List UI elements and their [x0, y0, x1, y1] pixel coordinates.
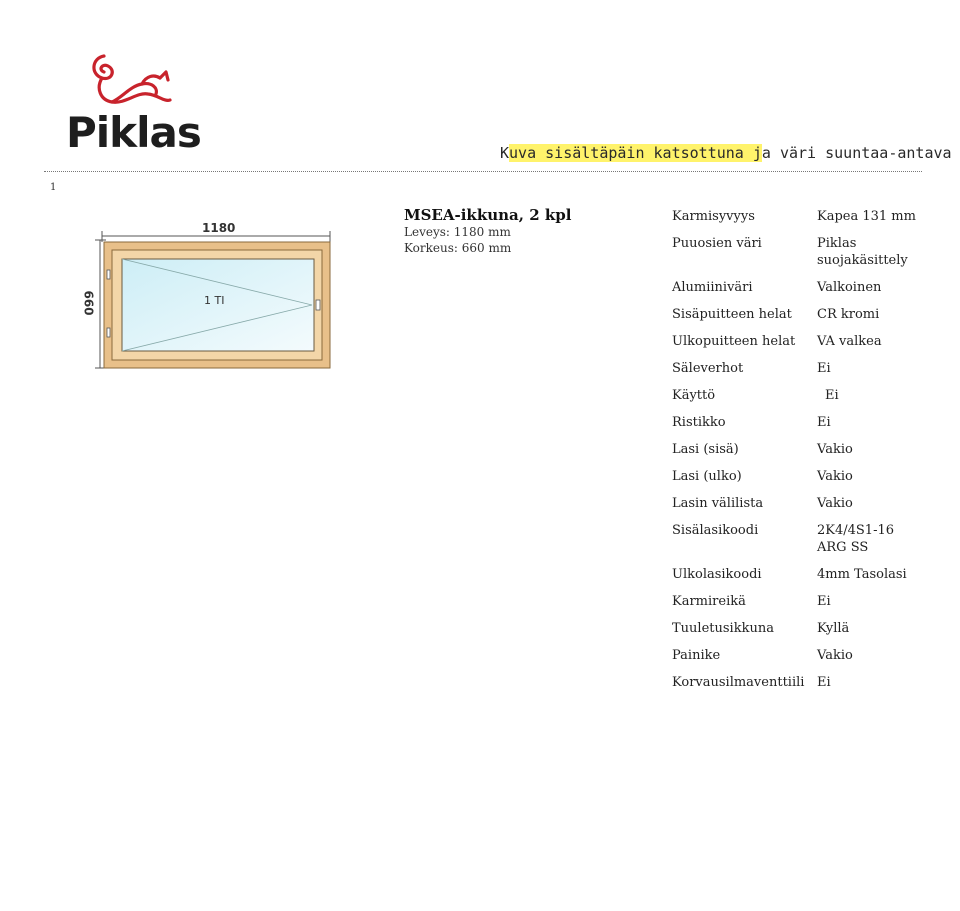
window-drawing	[82, 218, 342, 378]
spec-row	[672, 333, 925, 360]
caption-prefix: K	[500, 144, 510, 162]
height-dimension-label: 660	[81, 290, 96, 316]
image-caption	[500, 144, 952, 162]
spec-key: Puuosien väri	[672, 236, 762, 251]
spec-key: Ulkopuitteen helat	[672, 334, 796, 349]
spec-key: Käyttö	[672, 388, 716, 403]
header-divider	[44, 171, 922, 172]
spec-value: Vakio	[817, 496, 853, 511]
squirrel-logo-icon	[86, 48, 176, 114]
spec-value: 4mm Tasolasi	[817, 567, 907, 582]
spec-key: Lasin välilista	[672, 496, 764, 511]
sash-label: 1 TI	[204, 294, 225, 307]
product-width: Leveys: 1180 mm	[404, 225, 511, 239]
spec-key: Lasi (sisä)	[672, 442, 739, 457]
spec-table	[672, 208, 925, 701]
logo-wordmark: Piklas	[66, 108, 201, 157]
spec-row	[672, 279, 925, 306]
spec-value: Piklas suojakäsittely	[817, 236, 908, 268]
product-height: Korkeus: 660 mm	[404, 241, 512, 255]
spec-value: Vakio	[817, 648, 853, 663]
caption-suffix: a väri suuntaa-antava	[761, 144, 952, 162]
spec-value: Vakio	[817, 469, 853, 484]
spec-value: Vakio	[817, 442, 853, 457]
spec-value: Kapea 131 mm	[817, 209, 916, 224]
spec-value: Valkoinen	[817, 280, 882, 295]
spec-key: Ristikko	[672, 415, 726, 430]
spec-key: Korvausilmaventtiili	[672, 675, 805, 690]
width-dimension-label: 1180	[202, 221, 236, 235]
spec-key: Painike	[672, 648, 721, 663]
spec-value: Ei	[817, 594, 831, 609]
spec-key: Säleverhot	[672, 361, 744, 376]
product-info	[404, 206, 571, 256]
spec-value: Ei	[817, 361, 831, 376]
spec-value: 2K4/4S1-16 ARG SS	[817, 523, 895, 555]
spec-row	[672, 235, 925, 279]
spec-row	[672, 441, 925, 468]
spec-row	[672, 522, 925, 566]
spec-row	[672, 208, 925, 235]
spec-row	[672, 414, 925, 441]
spec-row	[672, 620, 925, 647]
spec-row	[672, 387, 925, 414]
spec-value: Kyllä	[817, 621, 850, 636]
spec-value: Ei	[825, 388, 839, 403]
spec-key: Karmisyvyys	[672, 209, 755, 224]
spec-key: Alumiiniväri	[672, 280, 753, 295]
caption-highlight: uva sisältäpäin katsottuna j	[509, 144, 762, 162]
spec-value: CR kromi	[817, 307, 880, 322]
spec-value: VA valkea	[817, 334, 882, 349]
spec-key: Lasi (ulko)	[672, 469, 742, 484]
spec-row	[672, 647, 925, 674]
spec-row	[672, 593, 925, 620]
piklas-logo	[64, 44, 204, 164]
spec-row	[672, 468, 925, 495]
spec-value: Ei	[817, 675, 831, 690]
spec-row	[672, 495, 925, 522]
spec-key: Sisälasikoodi	[672, 523, 759, 538]
spec-key: Sisäpuitteen helat	[672, 307, 792, 322]
spec-row	[672, 306, 925, 333]
spec-key: Karmireikä	[672, 594, 746, 609]
spec-value: Ei	[817, 415, 831, 430]
spec-row	[672, 674, 925, 701]
spec-key: Ulkolasikoodi	[672, 567, 762, 582]
spec-row	[672, 566, 925, 593]
spec-key: Tuuletusikkuna	[672, 621, 774, 636]
page-number: 1	[50, 182, 57, 193]
product-title: MSEA-ikkuna, 2 kpl	[404, 206, 572, 224]
spec-row	[672, 360, 925, 387]
